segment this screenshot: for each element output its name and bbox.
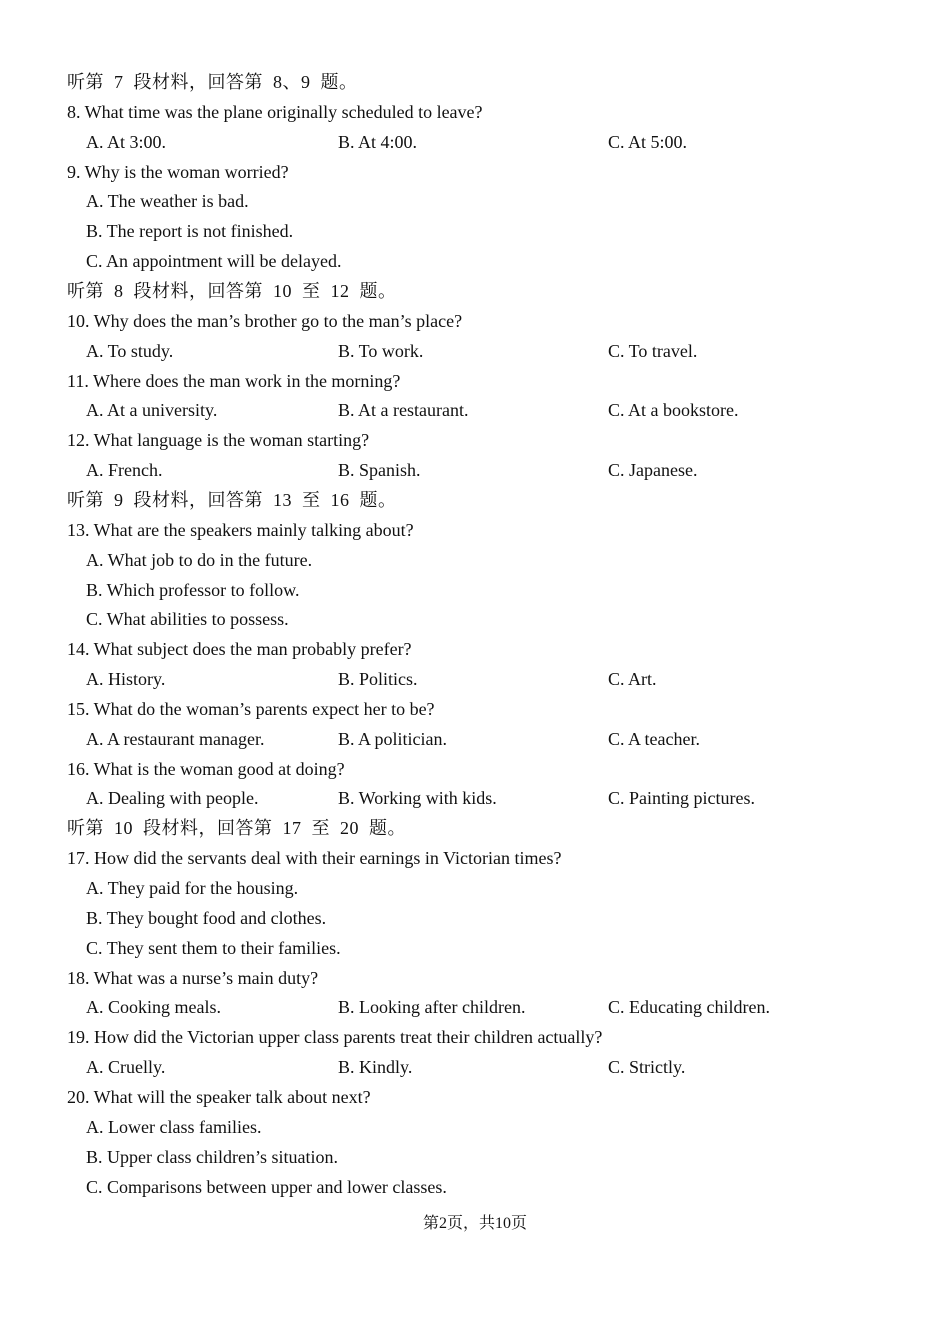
answer-option: C. Painting pictures. <box>608 788 755 809</box>
answer-option <box>0 1146 950 1176</box>
answer-option <box>0 220 950 250</box>
answer-option: A. To study. <box>86 340 174 361</box>
answer-option: C. At 5:00. <box>608 131 688 152</box>
answer-option: A. Lower class families. <box>86 1116 262 1137</box>
answer-option: B. Looking after children. <box>338 997 526 1018</box>
answer-option: B. At 4:00. <box>338 131 418 152</box>
answer-option: C. Japanese. <box>608 460 698 481</box>
answer-options-row <box>0 728 950 758</box>
question-text <box>0 519 950 549</box>
answer-option: A. History. <box>86 669 166 689</box>
question-label: 17. How did the servants deal with their earnings in Victorian times? <box>67 848 562 869</box>
answer-option: C. Educating children. <box>608 997 770 1018</box>
question-text <box>0 1026 950 1056</box>
answer-option: A. At 3:00. <box>86 131 167 152</box>
answer-option: A. A restaurant manager. <box>86 728 265 749</box>
answer-option <box>0 579 950 609</box>
answer-option: A. Cruelly. <box>86 1057 166 1078</box>
answer-option: C. To travel. <box>608 340 698 361</box>
question-text <box>0 370 950 400</box>
answer-option: B. Which professor to follow. <box>86 579 300 600</box>
answer-options-row <box>0 459 950 489</box>
answer-option <box>0 1116 950 1146</box>
answer-option: A. Cooking meals. <box>86 997 221 1018</box>
answer-option <box>0 190 950 220</box>
section-heading <box>0 489 950 519</box>
answer-option: A. What job to do in the future. <box>86 549 313 570</box>
answer-options-row <box>0 996 950 1026</box>
answer-option: C. A teacher. <box>608 728 700 749</box>
answer-option: C. Strictly. <box>608 1057 686 1078</box>
answer-option: A. They paid for the housing. <box>86 878 299 898</box>
question-text <box>0 310 950 340</box>
answer-option: C. They sent them to their families. <box>86 937 341 958</box>
question-label: 11. Where does the man work in the morning? <box>67 370 401 391</box>
answer-option: B. To work. <box>338 340 424 361</box>
answer-option: B. Spanish. <box>338 460 421 481</box>
question-text <box>0 967 950 997</box>
question-text <box>0 101 950 131</box>
answer-option: B. At a restaurant. <box>338 400 469 421</box>
question-text <box>0 1086 950 1116</box>
answer-options-row <box>0 787 950 817</box>
section-heading-text: 听第 8 段材料，回答第 10 至 12 题。 <box>67 281 397 301</box>
answer-option <box>0 937 950 967</box>
answer-option: B. Upper class children’s situation. <box>86 1146 338 1167</box>
answer-option <box>0 549 950 579</box>
question-label: 12. What language is the woman starting? <box>67 430 370 451</box>
page-footer: 第2页，共10页 <box>422 1215 527 1232</box>
question-label: 18. What was a nurse’s main duty? <box>67 967 319 988</box>
question-label: 8. What time was the plane originally scheduled to leave? <box>67 101 483 122</box>
question-text <box>0 847 950 877</box>
question-text <box>0 758 950 788</box>
answer-option <box>0 1176 950 1206</box>
question-label: 15. What do the woman’s parents expect her to be? <box>67 698 435 719</box>
answer-option <box>0 877 950 907</box>
answer-option: A. Dealing with people. <box>86 788 259 809</box>
answer-options-row <box>0 399 950 429</box>
answer-options-row <box>0 668 950 698</box>
answer-option: A. At a university. <box>86 400 218 421</box>
answer-option: A. French. <box>86 460 163 481</box>
question-text <box>0 161 950 191</box>
answer-option: B. A politician. <box>338 728 448 749</box>
question-text <box>0 429 950 459</box>
question-label: 16. What is the woman good at doing? <box>67 758 345 779</box>
answer-option: C. At a bookstore. <box>608 400 739 421</box>
answer-option <box>0 907 950 937</box>
question-label: 20. What will the speaker talk about next? <box>67 1086 371 1107</box>
answer-option: B. Kindly. <box>338 1057 413 1078</box>
answer-options-row <box>0 1056 950 1086</box>
question-label: 19. How did the Victorian upper class parents treat their children actually? <box>67 1027 603 1048</box>
question-label: 10. Why does the man’s brother go to the man’s place? <box>67 310 463 331</box>
question-text <box>0 638 950 668</box>
question-label: 9. Why is the woman worried? <box>67 161 289 182</box>
answer-option <box>0 250 950 280</box>
answer-option: B. The report is not finished. <box>86 221 294 242</box>
answer-options-row <box>0 340 950 370</box>
answer-option: B. Working with kids. <box>338 788 497 809</box>
answer-option: C. Comparisons between upper and lower classes. <box>86 1176 447 1197</box>
answer-option: A. The weather is bad. <box>86 191 249 212</box>
section-heading-text: 听第 10 段材料，回答第 17 至 20 题。 <box>67 818 406 839</box>
section-heading <box>0 280 950 310</box>
answer-option: C. What abilities to possess. <box>86 609 289 630</box>
question-text <box>0 698 950 728</box>
section-heading-text: 听第 7 段材料，回答第 8、9 题。 <box>67 72 358 92</box>
section-heading <box>0 71 950 101</box>
question-label: 13. What are the speakers mainly talking about? <box>67 519 414 540</box>
answer-option: B. Politics. <box>338 669 418 689</box>
answer-option: B. They bought food and clothes. <box>86 907 327 928</box>
answer-option <box>0 608 950 638</box>
section-heading-text: 听第 9 段材料，回答第 13 至 16 题。 <box>67 489 397 510</box>
answer-option: C. An appointment will be delayed. <box>86 251 342 272</box>
question-label: 14. What subject does the man probably prefer? <box>67 639 412 660</box>
section-heading <box>0 817 950 847</box>
answer-option: C. Art. <box>608 669 657 689</box>
answer-options-row <box>0 131 950 161</box>
